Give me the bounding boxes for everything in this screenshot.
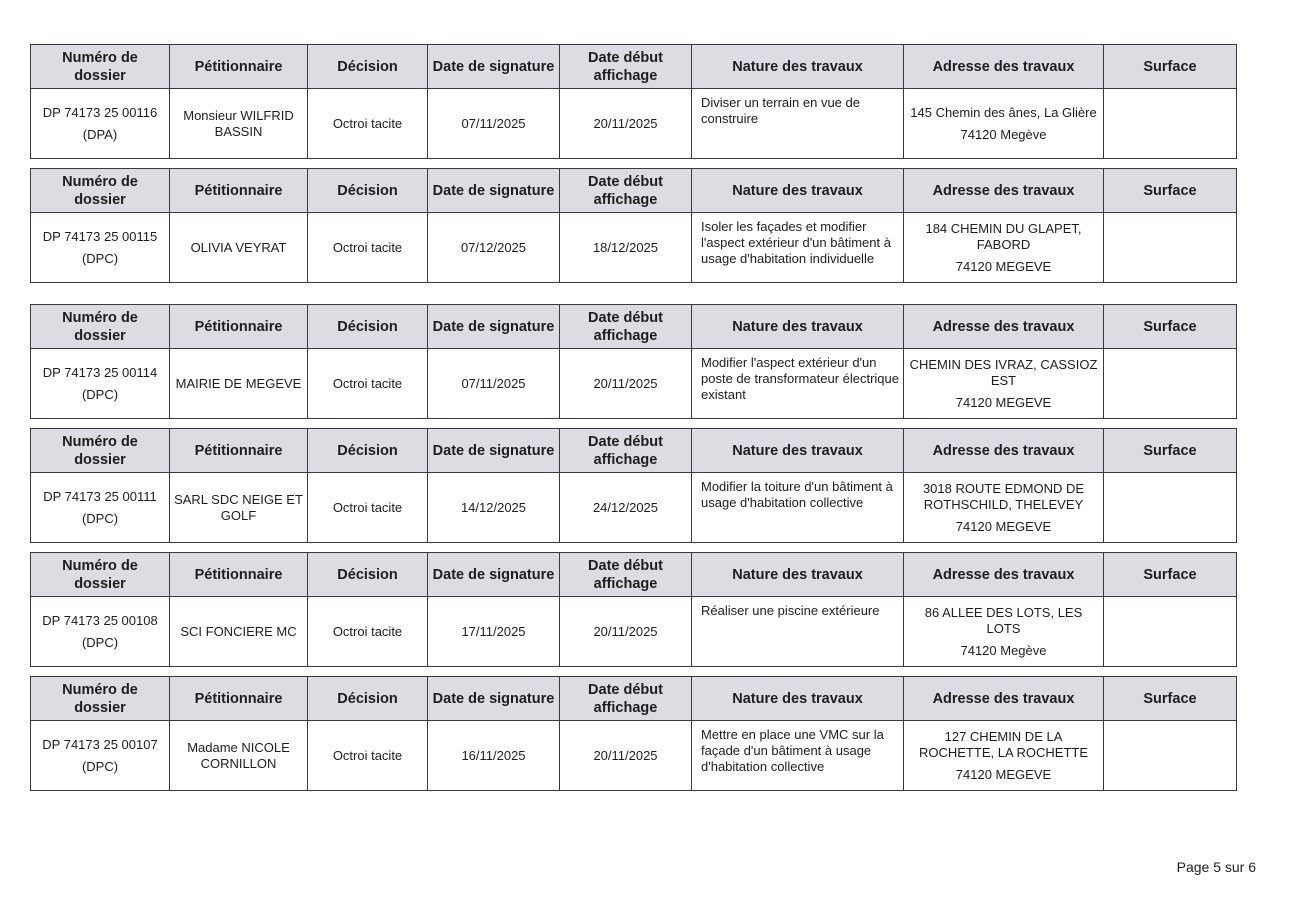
header-surface: Surface — [1104, 169, 1237, 213]
header-petitionnaire: Pétitionnaire — [170, 305, 308, 349]
header-adresse: Adresse des travaux — [904, 429, 1104, 473]
dossier-cell — [31, 721, 170, 791]
surface-cell — [1104, 89, 1237, 159]
adresse-rue: 127 CHEMIN DE LA ROCHETTE, LA ROCHETTE — [918, 728, 1089, 760]
decision-cell: Octroi tacite — [308, 473, 428, 543]
header-date-signature: Date de signature — [428, 45, 560, 89]
header-decision: Décision — [308, 305, 428, 349]
surface-cell — [1104, 213, 1237, 283]
header-petitionnaire: Pétitionnaire — [170, 677, 308, 721]
date-affichage-cell: 18/12/2025 — [560, 213, 692, 283]
dossier-cell — [31, 597, 170, 667]
date-signature-cell: 07/11/2025 — [428, 89, 560, 159]
dossier-number: DP 74173 25 00111 — [43, 488, 157, 504]
dossier-cell — [31, 213, 170, 283]
surface-cell — [1104, 349, 1237, 419]
header-surface: Surface — [1104, 305, 1237, 349]
date-signature-cell: 16/11/2025 — [428, 721, 560, 791]
petitionnaire-cell: OLIVIA VEYRAT — [170, 213, 308, 283]
decision-cell: Octroi tacite — [308, 597, 428, 667]
adresse-ville: 74120 MEGEVE — [955, 766, 1052, 782]
surface-cell — [1104, 721, 1237, 791]
header-surface: Surface — [1104, 45, 1237, 89]
header-nature: Nature des travaux — [692, 169, 904, 213]
header-dossier: Numéro de dossier — [31, 553, 170, 597]
header-date-affichage: Date début affichage — [560, 553, 692, 597]
dossier-number: DP 74173 25 00107 — [42, 736, 158, 752]
dossier-cell — [31, 473, 170, 543]
nature-cell: Isoler les façades et modifier l'aspect extérieur d'un bâtiment à usage d'habitation individuelle — [692, 213, 904, 283]
header-petitionnaire: Pétitionnaire — [170, 429, 308, 473]
header-row — [31, 305, 1237, 349]
adresse-cell — [904, 349, 1104, 419]
adresse-cell — [904, 89, 1104, 159]
date-affichage-cell: 20/11/2025 — [560, 89, 692, 159]
adresse-rue: CHEMIN DES IVRAZ, CASSIOZ EST — [909, 356, 1098, 388]
adresse-rue: 184 CHEMIN DU GLAPET, FABORD — [925, 220, 1082, 252]
dossier-number: DP 74173 25 00115 — [42, 228, 158, 244]
date-affichage-cell: 20/11/2025 — [560, 597, 692, 667]
header-surface: Surface — [1104, 677, 1237, 721]
petitionnaire-cell: SARL SDC NEIGE ET GOLF — [170, 473, 308, 543]
nature-cell: Mettre en place une VMC sur la façade d'un bâtiment à usage d'habitation collective — [692, 721, 904, 791]
table-row — [31, 473, 1237, 543]
permit-record-table — [30, 168, 1237, 283]
header-date-signature: Date de signature — [428, 305, 560, 349]
header-date-affichage: Date début affichage — [560, 429, 692, 473]
header-date-affichage: Date début affichage — [560, 45, 692, 89]
header-nature: Nature des travaux — [692, 305, 904, 349]
header-dossier: Numéro de dossier — [31, 677, 170, 721]
header-nature: Nature des travaux — [692, 429, 904, 473]
permit-record-table — [30, 304, 1237, 419]
dossier-cell — [31, 349, 170, 419]
table-row — [31, 721, 1237, 791]
decision-cell: Octroi tacite — [308, 349, 428, 419]
header-row — [31, 677, 1237, 721]
adresse-rue: 86 ALLEE DES LOTS, LES LOTS — [924, 604, 1083, 636]
header-surface: Surface — [1104, 553, 1237, 597]
header-nature: Nature des travaux — [692, 45, 904, 89]
adresse-rue: 145 Chemin des ânes, La Glière — [910, 104, 1097, 120]
petitionnaire-cell: Monsieur WILFRID BASSIN — [170, 89, 308, 159]
adresse-ville: 74120 MEGEVE — [955, 258, 1052, 274]
header-dossier: Numéro de dossier — [31, 429, 170, 473]
header-adresse: Adresse des travaux — [904, 305, 1104, 349]
header-petitionnaire: Pétitionnaire — [170, 45, 308, 89]
adresse-cell — [904, 597, 1104, 667]
dossier-number: DP 74173 25 00114 — [42, 364, 158, 380]
date-affichage-cell: 20/11/2025 — [560, 349, 692, 419]
header-date-affichage: Date début affichage — [560, 305, 692, 349]
header-adresse: Adresse des travaux — [904, 553, 1104, 597]
adresse-ville: 74120 MEGEVE — [955, 394, 1052, 410]
header-date-signature: Date de signature — [428, 169, 560, 213]
permit-record-table — [30, 428, 1237, 543]
nature-cell: Modifier la toiture d'un bâtiment à usage d'habitation collective — [692, 473, 904, 543]
date-signature-cell: 17/11/2025 — [428, 597, 560, 667]
header-row — [31, 553, 1237, 597]
adresse-cell — [904, 721, 1104, 791]
date-signature-cell: 07/11/2025 — [428, 349, 560, 419]
table-row — [31, 597, 1237, 667]
date-signature-cell: 14/12/2025 — [428, 473, 560, 543]
dossier-type: (DPC) — [81, 250, 119, 266]
adresse-cell — [904, 473, 1104, 543]
header-decision: Décision — [308, 45, 428, 89]
adresse-ville: 74120 MEGEVE — [955, 518, 1052, 534]
dossier-type: (DPC) — [81, 758, 119, 774]
header-adresse: Adresse des travaux — [904, 45, 1104, 89]
header-petitionnaire: Pétitionnaire — [170, 553, 308, 597]
header-decision: Décision — [308, 553, 428, 597]
header-adresse: Adresse des travaux — [904, 677, 1104, 721]
header-date-affichage: Date début affichage — [560, 677, 692, 721]
table-row — [31, 89, 1237, 159]
petitionnaire-cell: Madame NICOLE CORNILLON — [170, 721, 308, 791]
petitionnaire-cell: SCI FONCIERE MC — [170, 597, 308, 667]
page-number: Page 5 sur 6 — [1176, 859, 1256, 875]
permit-record-table — [30, 552, 1237, 667]
dossier-type: (DPC) — [81, 634, 119, 650]
dossier-type: (DPC) — [81, 386, 119, 402]
header-row — [31, 45, 1237, 89]
nature-cell: Modifier l'aspect extérieur d'un poste de transformateur électrique existant — [692, 349, 904, 419]
surface-cell — [1104, 597, 1237, 667]
date-signature-cell: 07/12/2025 — [428, 213, 560, 283]
surface-cell — [1104, 473, 1237, 543]
adresse-ville: 74120 Megève — [960, 642, 1047, 658]
header-date-affichage: Date début affichage — [560, 169, 692, 213]
header-nature: Nature des travaux — [692, 553, 904, 597]
adresse-cell — [904, 213, 1104, 283]
header-date-signature: Date de signature — [428, 677, 560, 721]
decision-cell: Octroi tacite — [308, 213, 428, 283]
header-dossier: Numéro de dossier — [31, 305, 170, 349]
dossier-type: (DPC) — [81, 510, 119, 526]
adresse-ville: 74120 Megève — [960, 126, 1047, 142]
adresse-rue: 3018 ROUTE EDMOND DE ROTHSCHILD, THELEVEY — [922, 480, 1085, 512]
header-dossier: Numéro de dossier — [31, 45, 170, 89]
header-dossier: Numéro de dossier — [31, 169, 170, 213]
header-adresse: Adresse des travaux — [904, 169, 1104, 213]
table-row — [31, 349, 1237, 419]
nature-cell: Réaliser une piscine extérieure — [692, 597, 904, 667]
decision-cell: Octroi tacite — [308, 721, 428, 791]
date-affichage-cell: 24/12/2025 — [560, 473, 692, 543]
header-surface: Surface — [1104, 429, 1237, 473]
decision-cell: Octroi tacite — [308, 89, 428, 159]
header-nature: Nature des travaux — [692, 677, 904, 721]
header-row — [31, 429, 1237, 473]
date-affichage-cell: 20/11/2025 — [560, 721, 692, 791]
table-row — [31, 213, 1237, 283]
header-petitionnaire: Pétitionnaire — [170, 169, 308, 213]
header-decision: Décision — [308, 677, 428, 721]
nature-cell: Diviser un terrain en vue de construire — [692, 89, 904, 159]
dossier-cell — [31, 89, 170, 159]
header-date-signature: Date de signature — [428, 553, 560, 597]
petitionnaire-cell: MAIRIE DE MEGEVE — [170, 349, 308, 419]
header-date-signature: Date de signature — [428, 429, 560, 473]
header-row — [31, 169, 1237, 213]
dossier-number: DP 74173 25 00116 — [42, 104, 158, 120]
dossier-type: (DPA) — [82, 126, 118, 142]
permit-record-table — [30, 44, 1237, 159]
header-decision: Décision — [308, 429, 428, 473]
header-decision: Décision — [308, 169, 428, 213]
permit-record-table — [30, 676, 1237, 791]
dossier-number: DP 74173 25 00108 — [42, 612, 158, 628]
